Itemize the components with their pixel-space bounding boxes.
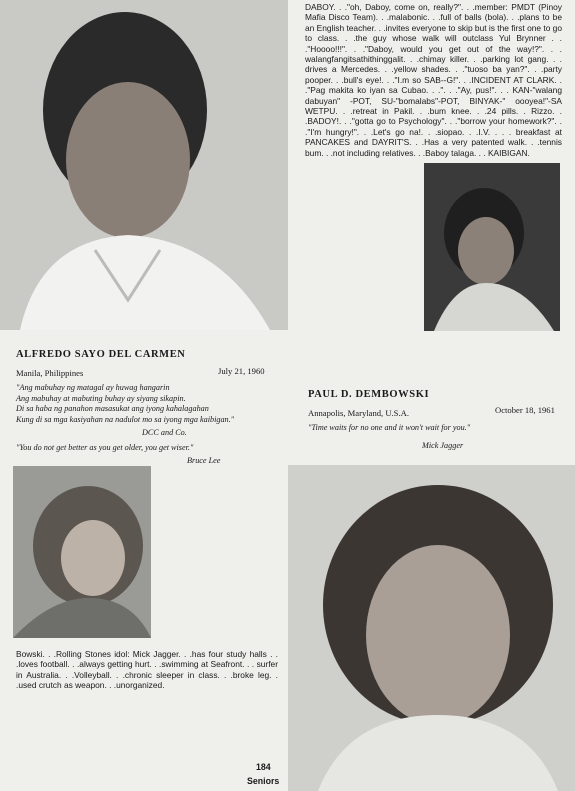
- paul-blurb: Bowski. . .Rolling Stones idol: Mick Jagger. . .has four study halls . . .loves football. . .always getting hurt. . .swimming at Seafront. . . surfer in Australia. . .Volleyball. . .chronic sleeper in class. . .broke leg. . .used crutch as weapon. . .unorganized.: [16, 649, 278, 691]
- paul-quote-attribution: Mick Jagger: [422, 441, 464, 450]
- portrait-paul-photo: [288, 465, 575, 791]
- alfredo-quote2-attribution: Bruce Lee: [187, 456, 221, 465]
- quote-line: Kung di sa mga kasiyahan na nadulot mo sa iyong mga kaibigan.": [16, 414, 235, 424]
- quote-line: Di sa haba ng panahon masasukat ang iyong kahalagahan: [16, 404, 209, 414]
- paul-quote: "Time waits for no one and it won't wait for you.": [308, 423, 471, 432]
- paul-birthplace: Annapolis, Maryland, U.S.A.: [308, 408, 409, 418]
- alfredo-quote-attribution: DCC and Co.: [142, 428, 187, 437]
- quote-line: "Ang mabuhay ng matagal ay huwag hangarin: [16, 383, 170, 392]
- alfredo-birthplace: Manila, Philippines: [16, 368, 84, 378]
- paul-birthdate: October 18, 1961: [495, 405, 555, 415]
- portrait-alfredo-photo: [0, 0, 288, 330]
- candid-paul-photo: [13, 466, 151, 638]
- alfredo-birthdate: July 21, 1960: [218, 366, 265, 376]
- candid-daboy-photo: [424, 163, 560, 331]
- alfredo-quote-tagalog: [16, 383, 278, 425]
- paul-name: PAUL D. DEMBOWSKI: [308, 389, 430, 400]
- section-label: Seniors: [247, 776, 280, 786]
- daboy-blurb: DABOY. . ."oh, Daboy, come on, really?". . .member: PMDT (Pinoy Mafia Disco Team). . .malabonic. . .full of balls (bola). . .plans to be an English teacher. . .invites everyone to skip but is the first one to go to class. . .the guy whose walk will outclass Yul Brynner . . ."Hoooo!!!". . ."Daboy, would you get out of the way!?". . . walangfangitsathithinggalit. . .chimay killer. . .parking lot gang. . . drives a Mercedes. . .yellow shades. . ."tuoso ba yan?". . .party pooper. . .bull's eye!. . ."I.m so SAB--G!". . .INCIDENT AT CLARK. . ."Pag makita ko iyan sa Cubao. . .". . ."Ay, pus!". . . KAN-"walang dabuyan" -POT, SU-"bomalabs"-POT, BINYAK-" oooyea!"-SA WETPU. . .retreat in Pakil. . .bum knee. . .24 pills. . Rizzo. . .BADOY!. . ."gotta go to Psychology". . ."borrow your homework?". . ."I'm hungry!". . .Let's go na!. . .siopao. . .I.V. . . . breakfast at PANCAKES and DAYRIT'S. . .Has a very patented walk. . .tennis bum. . .not including relatives. . .Baboy talaga. . . KAIBIGAN.: [305, 2, 562, 158]
- quote-line: Ang mabuhay at mabuting buhay ay siyang sikapin.: [16, 393, 186, 403]
- page-number: 184: [256, 762, 271, 772]
- alfredo-quote-english: "You do not get better as you get older, you get wiser.": [16, 443, 194, 452]
- alfredo-name: ALFREDO SAYO DEL CARMEN: [16, 349, 186, 360]
